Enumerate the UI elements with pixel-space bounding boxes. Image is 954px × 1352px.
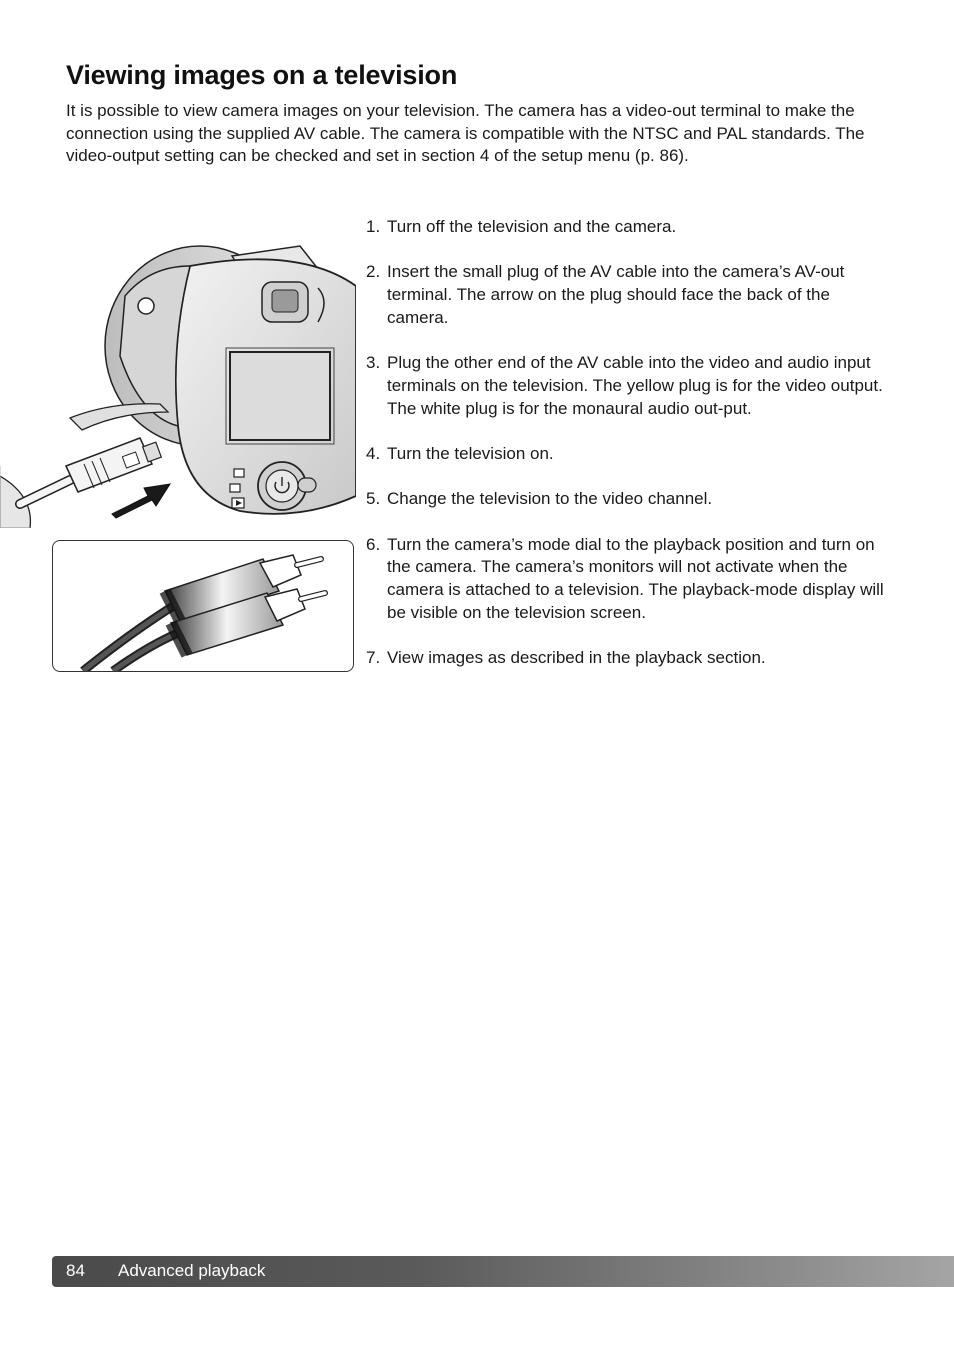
step-item	[366, 261, 886, 329]
page-title: Viewing images on a television	[66, 60, 458, 90]
step-number: 2.	[366, 262, 381, 282]
step-text: Turn the television on.	[387, 443, 554, 463]
step-number: 7.	[366, 648, 381, 668]
step-item	[366, 352, 886, 420]
rca-plugs-panel	[52, 540, 354, 672]
step-text: View images as described in the playback section.	[387, 648, 766, 668]
step-text: Insert the small plug of the AV cable into the camera’s AV-out terminal. The arrow on the plug should face the back of the camera.	[387, 262, 845, 327]
step-item	[366, 216, 886, 239]
step-text: Turn off the television and the camera.	[387, 217, 677, 236]
step-item	[366, 647, 886, 670]
step-text: Turn the camera’s mode dial to the playback position and turn on the camera. The camera’s monitors will not activate when the camera is attached to a television. The playback-mode display will be visible on the television screen.	[387, 534, 884, 622]
step-item	[366, 443, 886, 466]
step-number: 1.	[366, 217, 381, 236]
step-number: 5.	[366, 489, 381, 509]
footer-section-title: Advanced playback	[118, 1261, 266, 1280]
intro-paragraph: It is possible to view camera images on your television. The camera has a video-out terminal to make the connection using the supplied AV cable. The camera is compatible with the NTSC and PAL standards. The video-output setting can be checked and set in section 4 of the setup menu (p. 86).	[66, 101, 865, 166]
step-number: 3.	[366, 353, 381, 373]
rca-plugs-illustration	[53, 541, 353, 671]
step-text: Plug the other end of the AV cable into the video and audio input terminals on the television. The yellow plug is for the video output. The white plug is for the monaural audio out-put.	[387, 353, 883, 418]
step-item	[366, 488, 886, 511]
step-number: 4.	[366, 443, 381, 463]
steps-list	[366, 216, 886, 693]
step-item	[366, 534, 886, 625]
camera-av-connection-illustration	[0, 226, 356, 528]
step-text: Change the television to the video channel.	[387, 489, 713, 509]
footer-page-number: 84	[66, 1261, 85, 1280]
step-number: 6.	[366, 534, 381, 554]
